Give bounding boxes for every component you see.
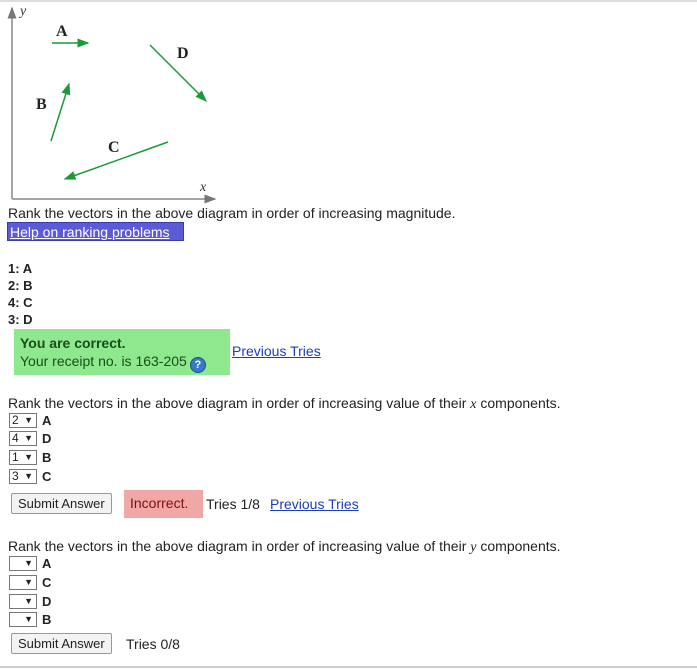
q2-result: Incorrect.: [130, 495, 189, 511]
x-axis-label: x: [200, 180, 207, 195]
q1-previous-tries-link[interactable]: Previous Tries: [232, 343, 321, 359]
help-ranking-text[interactable]: Help on ranking problems: [10, 224, 170, 240]
vector-diagram: [0, 0, 240, 210]
q1-answer-1: 1: A: [8, 261, 33, 276]
q2-label-d: D: [42, 431, 52, 446]
q1-answer-4: 3: D: [8, 312, 33, 327]
q3-select-a[interactable]: [9, 556, 37, 571]
bottom-border: [0, 666, 697, 668]
q3-select-c[interactable]: [9, 575, 37, 590]
q2-select-c[interactable]: [9, 469, 37, 484]
q2-prompt-var: x: [470, 397, 477, 412]
q2-previous-tries-link[interactable]: Previous Tries: [270, 496, 359, 512]
q3-prompt-var: y: [470, 540, 477, 555]
q2-tries: Tries 1/8: [206, 496, 260, 512]
q2-select-a[interactable]: [9, 413, 37, 428]
q1-receipt: Your receipt no. is 163-205: [20, 353, 187, 369]
q1-status: You are correct.: [20, 335, 126, 351]
q3-select-b[interactable]: [9, 612, 37, 627]
q2-select-d[interactable]: [9, 431, 37, 446]
q3-tries: Tries 0/8: [126, 636, 180, 652]
q2-select-b[interactable]: [9, 450, 37, 465]
chevron-down-icon: ▼: [24, 415, 33, 425]
vector-d-label: D: [177, 45, 189, 62]
q2-label-c: C: [42, 469, 52, 484]
help-ranking-link[interactable]: [7, 222, 184, 241]
q3-label-a: A: [42, 556, 52, 571]
q2-label-b: B: [42, 450, 52, 465]
q2-select-b-value: 1: [12, 450, 19, 464]
q3-label-c: C: [42, 575, 52, 590]
q3-label-d: D: [42, 594, 52, 609]
y-axis-label: y: [20, 4, 27, 19]
q3-select-d[interactable]: [9, 594, 37, 609]
chevron-down-icon: ▼: [24, 471, 33, 481]
q3-prompt-text: Rank the vectors in the above diagram in order of increasing value of their: [8, 538, 471, 554]
chevron-down-icon: ▼: [24, 596, 33, 606]
q2-prompt: [8, 395, 561, 413]
q3-submit-button[interactable]: Submit Answer: [11, 633, 112, 654]
vector-b-label: B: [36, 96, 47, 113]
q2-select-a-value: 2: [12, 413, 19, 427]
chevron-down-icon: ▼: [24, 433, 33, 443]
vector-a-label: A: [56, 23, 68, 40]
q1-receipt-line: [20, 353, 206, 373]
vector-b: [51, 84, 69, 141]
chevron-down-icon: ▼: [24, 558, 33, 568]
help-question-icon[interactable]: ?: [190, 357, 206, 373]
q3-label-b: B: [42, 612, 52, 627]
q2-incorrect-badge: [124, 490, 203, 518]
chevron-down-icon: ▼: [24, 577, 33, 587]
chevron-down-icon: ▼: [24, 452, 33, 462]
chevron-down-icon: ▼: [24, 614, 33, 624]
q2-prompt-text: Rank the vectors in the above diagram in order of increasing value of their: [8, 395, 471, 411]
q3-prompt-end: components.: [476, 538, 561, 554]
q2-submit-button[interactable]: Submit Answer: [11, 493, 112, 514]
q1-prompt: Rank the vectors in the above diagram in order of increasing magnitude.: [8, 205, 456, 221]
q2-select-d-value: 4: [12, 431, 19, 445]
q2-select-c-value: 3: [12, 469, 19, 483]
q2-prompt-end: components.: [476, 395, 561, 411]
q1-correct-box: [14, 329, 230, 375]
vector-c-label: C: [108, 139, 120, 156]
q2-label-a: A: [42, 413, 52, 428]
q1-answer-2: 2: B: [8, 278, 33, 293]
q3-prompt: [8, 538, 561, 556]
q1-answer-3: 4: C: [8, 295, 33, 310]
